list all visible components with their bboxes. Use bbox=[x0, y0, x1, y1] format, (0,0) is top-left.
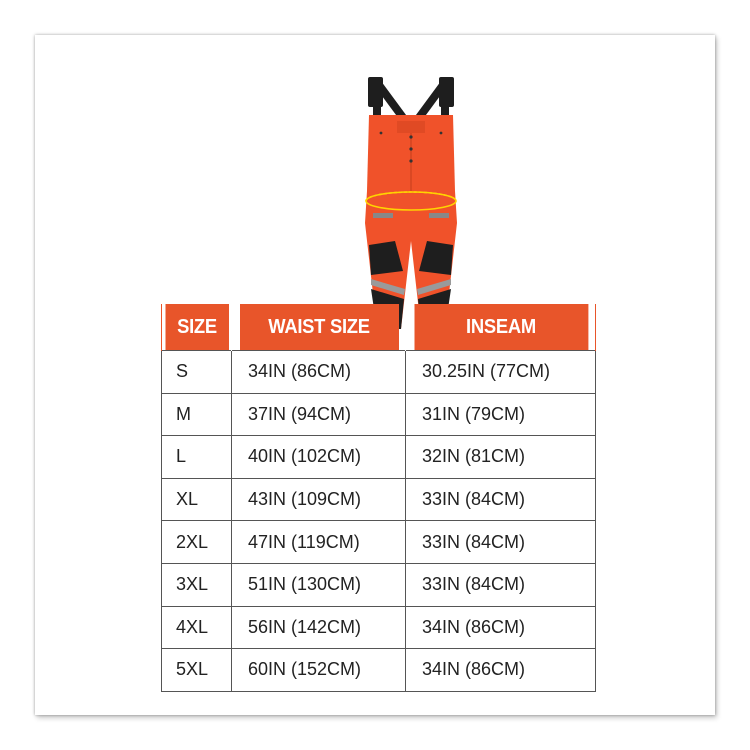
table-row bbox=[162, 351, 596, 394]
waist-cell: 37IN (94CM) bbox=[232, 393, 406, 436]
size-cell: 4XL bbox=[162, 606, 232, 649]
table-row bbox=[162, 436, 596, 479]
header-waist-size: WAIST SIZE bbox=[238, 304, 398, 351]
waist-cell: 56IN (142CM) bbox=[232, 606, 406, 649]
waist-cell: 60IN (152CM) bbox=[232, 649, 406, 692]
waist-cell: 47IN (119CM) bbox=[232, 521, 406, 564]
table-row bbox=[162, 649, 596, 692]
inseam-cell: 33IN (84CM) bbox=[406, 563, 596, 606]
size-cell: L bbox=[162, 436, 232, 479]
waist-cell: 43IN (109CM) bbox=[232, 478, 406, 521]
bib-overalls-icon bbox=[351, 75, 471, 331]
size-cell: XL bbox=[162, 478, 232, 521]
table-row bbox=[162, 521, 596, 564]
table-row bbox=[162, 393, 596, 436]
suspenders bbox=[368, 77, 454, 119]
size-cell: M bbox=[162, 393, 232, 436]
header-inseam: INSEAM bbox=[413, 304, 588, 351]
size-chart-table bbox=[161, 304, 596, 692]
inseam-cell: 33IN (84CM) bbox=[406, 521, 596, 564]
size-cell: 2XL bbox=[162, 521, 232, 564]
inseam-cell: 34IN (86CM) bbox=[406, 649, 596, 692]
waist-cell: 34IN (86CM) bbox=[232, 351, 406, 394]
table-row bbox=[162, 563, 596, 606]
table-row bbox=[162, 478, 596, 521]
table-header-row bbox=[162, 304, 596, 351]
inseam-cell: 34IN (86CM) bbox=[406, 606, 596, 649]
size-cell: S bbox=[162, 351, 232, 394]
table-row bbox=[162, 606, 596, 649]
inseam-cell: 30.25IN (77CM) bbox=[406, 351, 596, 394]
header-size: SIZE bbox=[164, 304, 228, 351]
waist-cell: 51IN (130CM) bbox=[232, 563, 406, 606]
inseam-cell: 32IN (81CM) bbox=[406, 436, 596, 479]
size-cell: 5XL bbox=[162, 649, 232, 692]
waist-cell: 40IN (102CM) bbox=[232, 436, 406, 479]
inseam-cell: 31IN (79CM) bbox=[406, 393, 596, 436]
size-cell: 3XL bbox=[162, 563, 232, 606]
inseam-cell: 33IN (84CM) bbox=[406, 478, 596, 521]
